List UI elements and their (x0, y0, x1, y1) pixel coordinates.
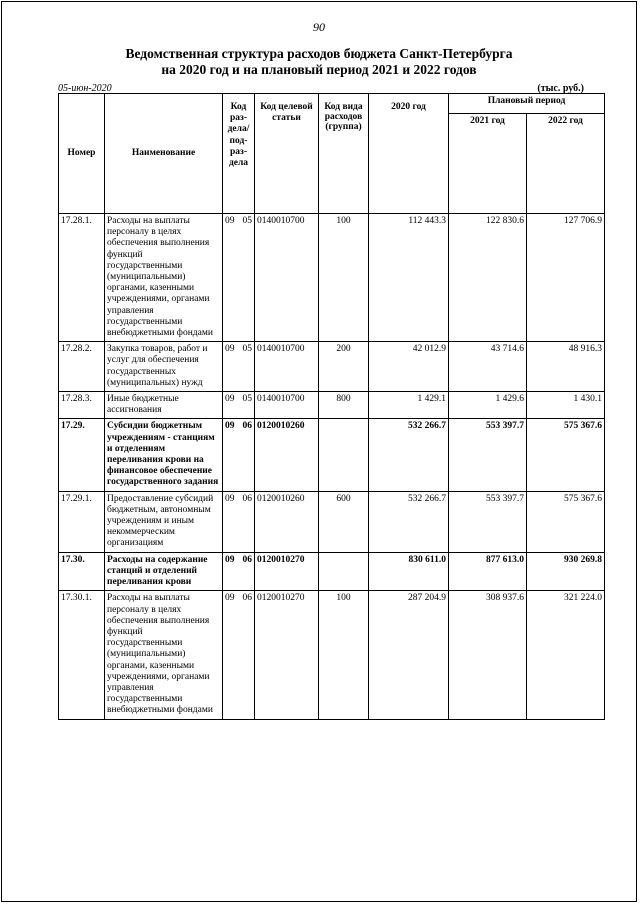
row-section-code (223, 342, 255, 392)
row-razdel: 09 (225, 216, 235, 226)
row-number: 17.28.3. (59, 392, 105, 419)
table-row (59, 419, 605, 491)
row-section-code (223, 392, 255, 419)
table-row (59, 392, 605, 419)
row-name: Иные бюджетные ассигнования (105, 392, 223, 419)
row-target-code: 0140010700 (255, 342, 319, 392)
row-amount-2021: 553 397.7 (449, 491, 527, 552)
row-number: 17.30. (59, 552, 105, 591)
header-plan-period: Плановый период (449, 94, 605, 114)
title-line-1: Ведомственная структура расходов бюджета Санкт-Петербурга (125, 46, 513, 61)
row-name: Субсидии бюджетным учреждениям - станциям и отделениям переливания крови на финансовое обеспечение государственного задания (105, 419, 223, 491)
header-name: Наименование (105, 94, 223, 214)
row-number: 17.28.2. (59, 342, 105, 392)
row-amount-2020: 112 443.3 (369, 214, 449, 342)
row-razdel: 09 (225, 421, 235, 432)
row-expense-type: 800 (319, 392, 369, 419)
table-body (59, 214, 605, 720)
table-row (59, 491, 605, 552)
document-page (1, 1, 637, 902)
row-razdel: 09 (225, 493, 235, 504)
page-number: 90 (313, 20, 325, 34)
row-amount-2021: 553 397.7 (449, 419, 527, 491)
row-razdel: 09 (225, 394, 235, 405)
row-expense-type (319, 419, 369, 491)
row-amount-2020: 287 204.9 (369, 591, 449, 719)
row-razdel: 09 (225, 344, 235, 355)
row-target-code: 0140010700 (255, 392, 319, 419)
row-podrazdel: 05 (242, 394, 252, 405)
row-amount-2020: 830 611.0 (369, 552, 449, 591)
row-amount-2021: 43 714.6 (449, 342, 527, 392)
title-line-2: на 2020 год и на плановый период 2021 и 2022 годов (161, 62, 477, 77)
header-2022: 2022 год (527, 114, 605, 214)
row-target-code: 0140010700 (255, 214, 319, 342)
row-section-code (223, 491, 255, 552)
row-amount-2021: 877 613.0 (449, 552, 527, 591)
row-amount-2020: 532 266.7 (369, 419, 449, 491)
header-2021: 2021 год (449, 114, 527, 214)
row-expense-type (319, 552, 369, 591)
row-number: 17.29. (59, 419, 105, 491)
row-section-code (223, 552, 255, 591)
row-name: Расходы на выплаты персоналу в целях обеспечения выполнения функций государственными (муниципальными) органами, казенными учреждениями, органами управления государственными внебюджетными фондами (105, 591, 223, 719)
row-podrazdel: 06 (242, 493, 252, 504)
row-name: Закупка товаров, работ и услуг для обеспечения государственных (муниципальных) нужд (105, 342, 223, 392)
row-amount-2022: 48 916.3 (527, 342, 605, 392)
row-section-code (223, 214, 255, 342)
document-title (2, 46, 636, 78)
row-podrazdel: 06 (242, 554, 252, 565)
row-amount-2022: 1 430.1 (527, 392, 605, 419)
row-name: Расходы на выплаты персоналу в целях обеспечения выполнения функций государственными (муниципальными) органами, казенными учреждениями, органами управления государственными внебюджетными фондами (105, 214, 223, 342)
row-section-code (223, 591, 255, 719)
row-amount-2020: 42 012.9 (369, 342, 449, 392)
row-expense-type: 600 (319, 491, 369, 552)
row-number: 17.29.1. (59, 491, 105, 552)
row-section-code (223, 419, 255, 491)
row-amount-2022: 930 269.8 (527, 552, 605, 591)
row-amount-2021: 308 937.6 (449, 591, 527, 719)
row-expense-type: 100 (319, 214, 369, 342)
units-label: (тыс. руб.) (537, 83, 584, 94)
table-row (59, 591, 605, 719)
row-amount-2020: 532 266.7 (369, 491, 449, 552)
row-amount-2022: 575 367.6 (527, 419, 605, 491)
row-expense-type: 200 (319, 342, 369, 392)
header-expense-type-code: Код вида расходов (группа) (319, 94, 369, 214)
row-amount-2022: 321 224.0 (527, 591, 605, 719)
budget-table (58, 93, 605, 720)
row-podrazdel: 05 (242, 344, 252, 355)
row-amount-2022: 575 367.6 (527, 491, 605, 552)
row-amount-2021: 122 830.6 (449, 214, 527, 342)
document-date: 05-июн-2020 (58, 83, 112, 94)
row-target-code: 0120010270 (255, 552, 319, 591)
header-section-code: Код раз-дела/ под-раз-дела (223, 94, 255, 214)
row-podrazdel: 05 (242, 216, 252, 226)
row-target-code: 0120010270 (255, 591, 319, 719)
table-row (59, 552, 605, 591)
table-row (59, 342, 605, 392)
header-row-1 (59, 94, 605, 114)
table-row (59, 214, 605, 342)
row-podrazdel: 06 (242, 421, 252, 432)
row-expense-type: 100 (319, 591, 369, 719)
row-number: 17.30.1. (59, 591, 105, 719)
row-razdel: 09 (225, 554, 235, 565)
row-podrazdel: 06 (242, 593, 252, 604)
header-target-code: Код целевой статьи (255, 94, 319, 214)
row-name: Расходы на содержание станций и отделений переливания крови (105, 552, 223, 591)
row-target-code: 0120010260 (255, 491, 319, 552)
row-razdel: 09 (225, 593, 235, 604)
row-amount-2021: 1 429.6 (449, 392, 527, 419)
row-amount-2020: 1 429.1 (369, 392, 449, 419)
header-2020: 2020 год (369, 94, 449, 214)
row-target-code: 0120010260 (255, 419, 319, 491)
row-amount-2022: 127 706.9 (527, 214, 605, 342)
row-name: Предоставление субсидий бюджетным, автономным учреждениям и иным некоммерческим организациям (105, 491, 223, 552)
header-number: Номер (59, 94, 105, 214)
row-number: 17.28.1. (59, 214, 105, 342)
